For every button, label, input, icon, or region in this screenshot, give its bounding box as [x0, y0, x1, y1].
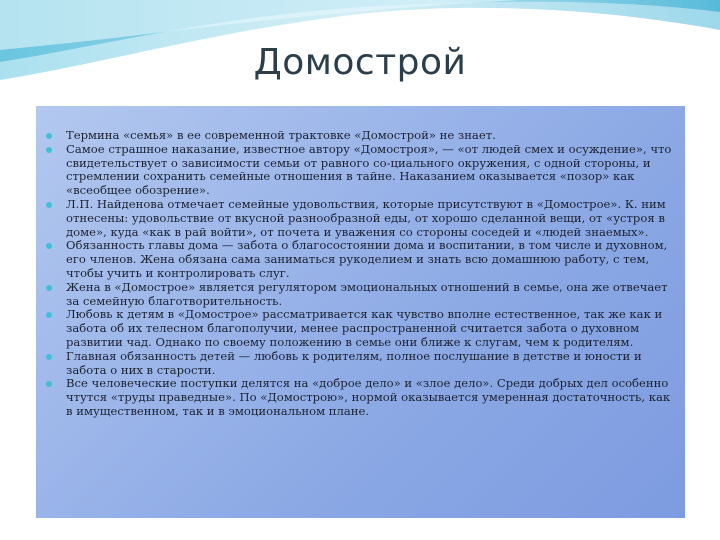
list-item: [46, 239, 678, 280]
slide-title: Домострой: [253, 42, 467, 83]
list-item: [46, 308, 678, 349]
list-item-text: Жена в «Домострое» является регулятором эмоциональных отношений в семье, она же отвечает за семейную благотворительность.: [66, 279, 668, 308]
list-item-text: Обязанность главы дома — забота о благосостоянии дома и воспитании, в том числе и духовном, его членов. Жена обязана сама заниматься рукоделием и знать всю домашнюю работу, с тем, чтобы учить и контролировать слуг.: [66, 238, 668, 280]
bullet-dot-icon: [46, 312, 52, 318]
list-item-text: Самое страшное наказание, известное автору «Домостроя», — «от людей смех и осуждение», что свидетельствует о зависимости семьи от равного со-циального окружения, с одной стороны, и стремлении сохранить семейные отношения в тайне. Наказанием оказывается «позор» как «всеобщее обозрение».: [66, 141, 672, 198]
list-item-text: Л.П. Найденова отмечает семейные удовольствия, которые присутствуют в «Домострое». К. ним отнесены: удовольствие от вкусной разнообразной еды, от хорошо сделанной вещи, от «устроя в доме», куда «как в рай войти», от почета и уважения со стороны соседей и «людей знаемых».: [66, 196, 666, 239]
list-item-text: Термина «семья» в ее современной трактовке «Домострой» не знает.: [66, 128, 496, 142]
bullet-dot-icon: [46, 285, 52, 291]
bullet-dot-icon: [46, 133, 52, 139]
list-item-text: Любовь к детям в «Домострое» рассматривается как чувство вполне естественное, так же как и забота об их телесном благополучии, менее распространенной считается забота о духовном развитии чад. Однако по своему положению в семье они ближе к слугам, чем к родителям.: [66, 307, 663, 349]
bullet-list: [46, 129, 678, 419]
list-item: [46, 129, 678, 143]
list-item-text: Все человеческие поступки делятся на «доброе дело» и «злое дело». Среди добрых дел особенно чтутся «труды праведные». По «Домострою», нормой оказывается умеренная достаточность, как в имущественном, так и в эмоциональном плане.: [66, 376, 671, 418]
bullet-dot-icon: [46, 202, 52, 208]
list-item: [46, 350, 678, 378]
list-item: [46, 377, 678, 418]
bullet-dot-icon: [46, 243, 52, 249]
bullet-dot-icon: [46, 354, 52, 360]
content-panel: [36, 106, 685, 518]
bullet-dot-icon: [46, 147, 52, 153]
list-item: [46, 281, 678, 309]
list-item: [46, 198, 678, 239]
list-item-text: Главная обязанность детей — любовь к родителям, полное послушание в детстве и юности и забота о них в старости.: [66, 348, 642, 377]
bullet-dot-icon: [46, 381, 52, 387]
list-item: [46, 143, 678, 198]
